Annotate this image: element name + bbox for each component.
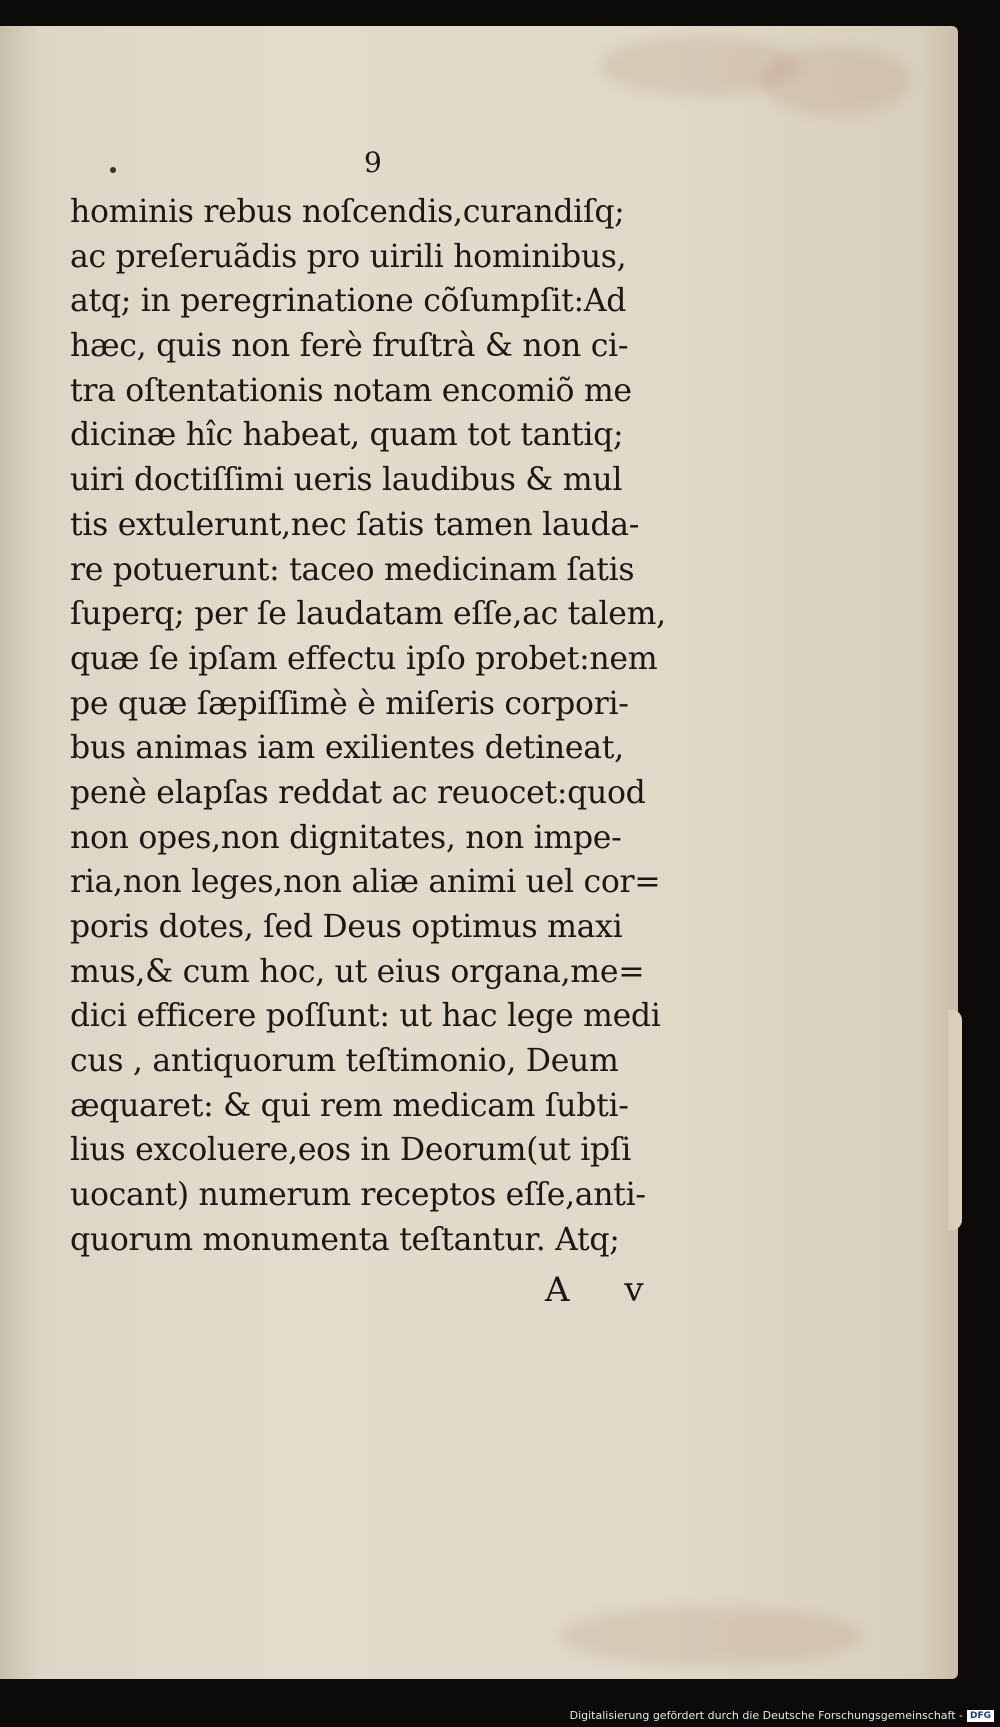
text-line: ria,non leges,non aliæ animi uel cor= xyxy=(70,864,661,901)
text-line: hæc, quis non ferè fruſtrà & non ci- xyxy=(70,328,629,365)
text-line: penè elapſas reddat ac reuocet:quod xyxy=(70,774,646,811)
page-edge-tab xyxy=(948,1010,962,1230)
text-line: uocant) numerum receptos eſſe,anti- xyxy=(70,1177,646,1214)
digitization-credit xyxy=(570,1709,994,1722)
text-line: bus animas iam exilientes detineat, xyxy=(70,730,624,767)
text-line: dici efficere poſſunt: ut hac lege medi xyxy=(70,998,661,1035)
text-line: re potuerunt: taceo medicinam ſatis xyxy=(70,551,635,588)
text-line: hominis rebus noſcendis,curandiſq; xyxy=(70,194,625,230)
text-line: atq; in peregrinatione cõſumpſit:Ad xyxy=(70,283,627,320)
text-line: lius excoluere,eos in Deorum(ut ipſi xyxy=(70,1132,631,1169)
text-line: dicinæ hîc habeat, quam tot tantiq; xyxy=(70,417,624,454)
text-line: uiri doctiſſimi ueris laudibus & mul xyxy=(70,462,623,499)
text-line: mus,& cum hoc, ut eius organa,me= xyxy=(70,953,645,990)
text-line: æquaret: & qui rem medicam ſubti- xyxy=(70,1087,629,1124)
text-line: poris dotes, ſed Deus optimus maxi xyxy=(70,909,623,945)
ink-dot xyxy=(110,167,116,173)
paper-stain xyxy=(560,1606,860,1666)
text-line: ſuperq; per ſe laudatam eſſe,ac talem, xyxy=(70,596,666,633)
page-number: 9 xyxy=(364,146,382,179)
text-line: quæ ſe ipſam effectu ipſo probet:nem xyxy=(70,640,658,677)
body-text xyxy=(70,190,690,1263)
signature-mark: A v xyxy=(545,1270,666,1310)
text-line: non opes,non dignitates, non impe- xyxy=(70,819,622,856)
paper-stain xyxy=(760,46,910,116)
text-line: tis extulerunt,nec ſatis tamen lauda- xyxy=(70,506,640,543)
text-line: quorum monumenta teſtantur. Atq; xyxy=(70,1221,620,1258)
text-line: tra oſtentationis notam encomiõ me xyxy=(70,372,632,409)
credit-text: Digitalisierung gefördert durch die Deutsche Forschungsgemeinschaft - xyxy=(569,1709,963,1722)
text-line: ac preſeruãdis pro uirili hominibus, xyxy=(70,238,627,275)
text-line: pe quæ ſæpiſſimè è miſeris corpori- xyxy=(70,685,629,722)
dfg-logo: DFG xyxy=(967,1710,994,1722)
text-line: cus , antiquorum teſtimonio, Deum xyxy=(70,1043,619,1080)
